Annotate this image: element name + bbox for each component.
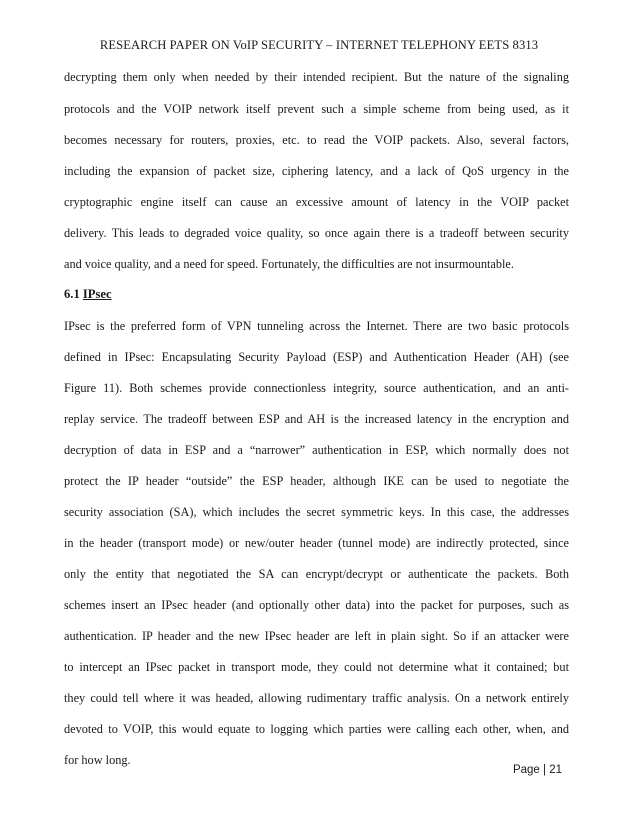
- paragraph-line: they could tell where it was headed, allowing rudimentary traffic analysis. On a network entirely: [64, 691, 569, 705]
- paragraph-line: replay service. The tradeoff between ESP and AH is the increased latency in the encryption and: [64, 412, 569, 426]
- paragraph-line: for how long.: [64, 753, 131, 767]
- paragraph-line: Figure 11). Both schemes provide connectionless integrity, source authentication, and an anti-: [64, 381, 569, 395]
- paragraph-line: protect the IP header “outside” the ESP header, although IKE can be used to negotiate the: [64, 474, 569, 488]
- paragraph-line: including the expansion of packet size, ciphering latency, and a lack of QoS urgency in the: [64, 164, 569, 178]
- paragraph-line: only the entity that negotiated the SA can encrypt/decrypt or authenticate the packets. Both: [64, 567, 569, 581]
- paragraph-line: security association (SA), which includes the secret symmetric keys. In this case, the addresses: [64, 505, 569, 519]
- paragraph-line: delivery. This leads to degraded voice quality, so once again there is a tradeoff between security: [64, 226, 569, 240]
- section-heading: [64, 287, 112, 302]
- paragraph-line: decryption of data in ESP and a “narrower” authentication in ESP, which normally does not: [64, 443, 569, 457]
- paragraph-line: decrypting them only when needed by their intended recipient. But the nature of the signaling: [64, 70, 569, 84]
- paragraph-line: devoted to VOIP, this would equate to logging which parties were calling each other, when, and: [64, 722, 569, 736]
- paragraph-line: becomes necessary for routers, proxies, etc. to read the VOIP packets. Also, several factors,: [64, 133, 569, 147]
- running-header: RESEARCH PAPER ON VoIP SECURITY – INTERNET TELEPHONY EETS 8313: [99, 38, 539, 52]
- paragraph-line: cryptographic engine itself can cause an excessive amount of latency in the VOIP packet: [64, 195, 569, 209]
- page-body: [64, 0, 569, 826]
- paragraph-line: in the header (transport mode) or new/outer header (tunnel mode) are indirectly protected, since: [64, 536, 569, 550]
- paragraph-line: protocols and the VOIP network itself prevent such a simple scheme from being used, as it: [64, 102, 569, 116]
- section-title: IPsec: [82, 287, 112, 301]
- paragraph-line: to intercept an IPsec packet in transport mode, they could not determine what it contained; but: [64, 660, 569, 674]
- paragraph-line: and voice quality, and a need for speed. Fortunately, the difficulties are not insurmountable.: [64, 257, 514, 271]
- paragraph-line: IPsec is the preferred form of VPN tunneling across the Internet. There are two basic protocols: [64, 319, 569, 333]
- paragraph-line: authentication. IP header and the new IPsec header are left in plain sight. So if an attacker were: [64, 629, 569, 643]
- page-number: Page | 21: [512, 764, 562, 776]
- paragraph-line: schemes insert an IPsec header (and optionally other data) into the packet for purposes, such as: [64, 598, 569, 612]
- section-number: 6.1: [64, 287, 80, 301]
- paragraph-line: defined in IPsec: Encapsulating Security Payload (ESP) and Authentication Header (AH) (see: [64, 350, 569, 364]
